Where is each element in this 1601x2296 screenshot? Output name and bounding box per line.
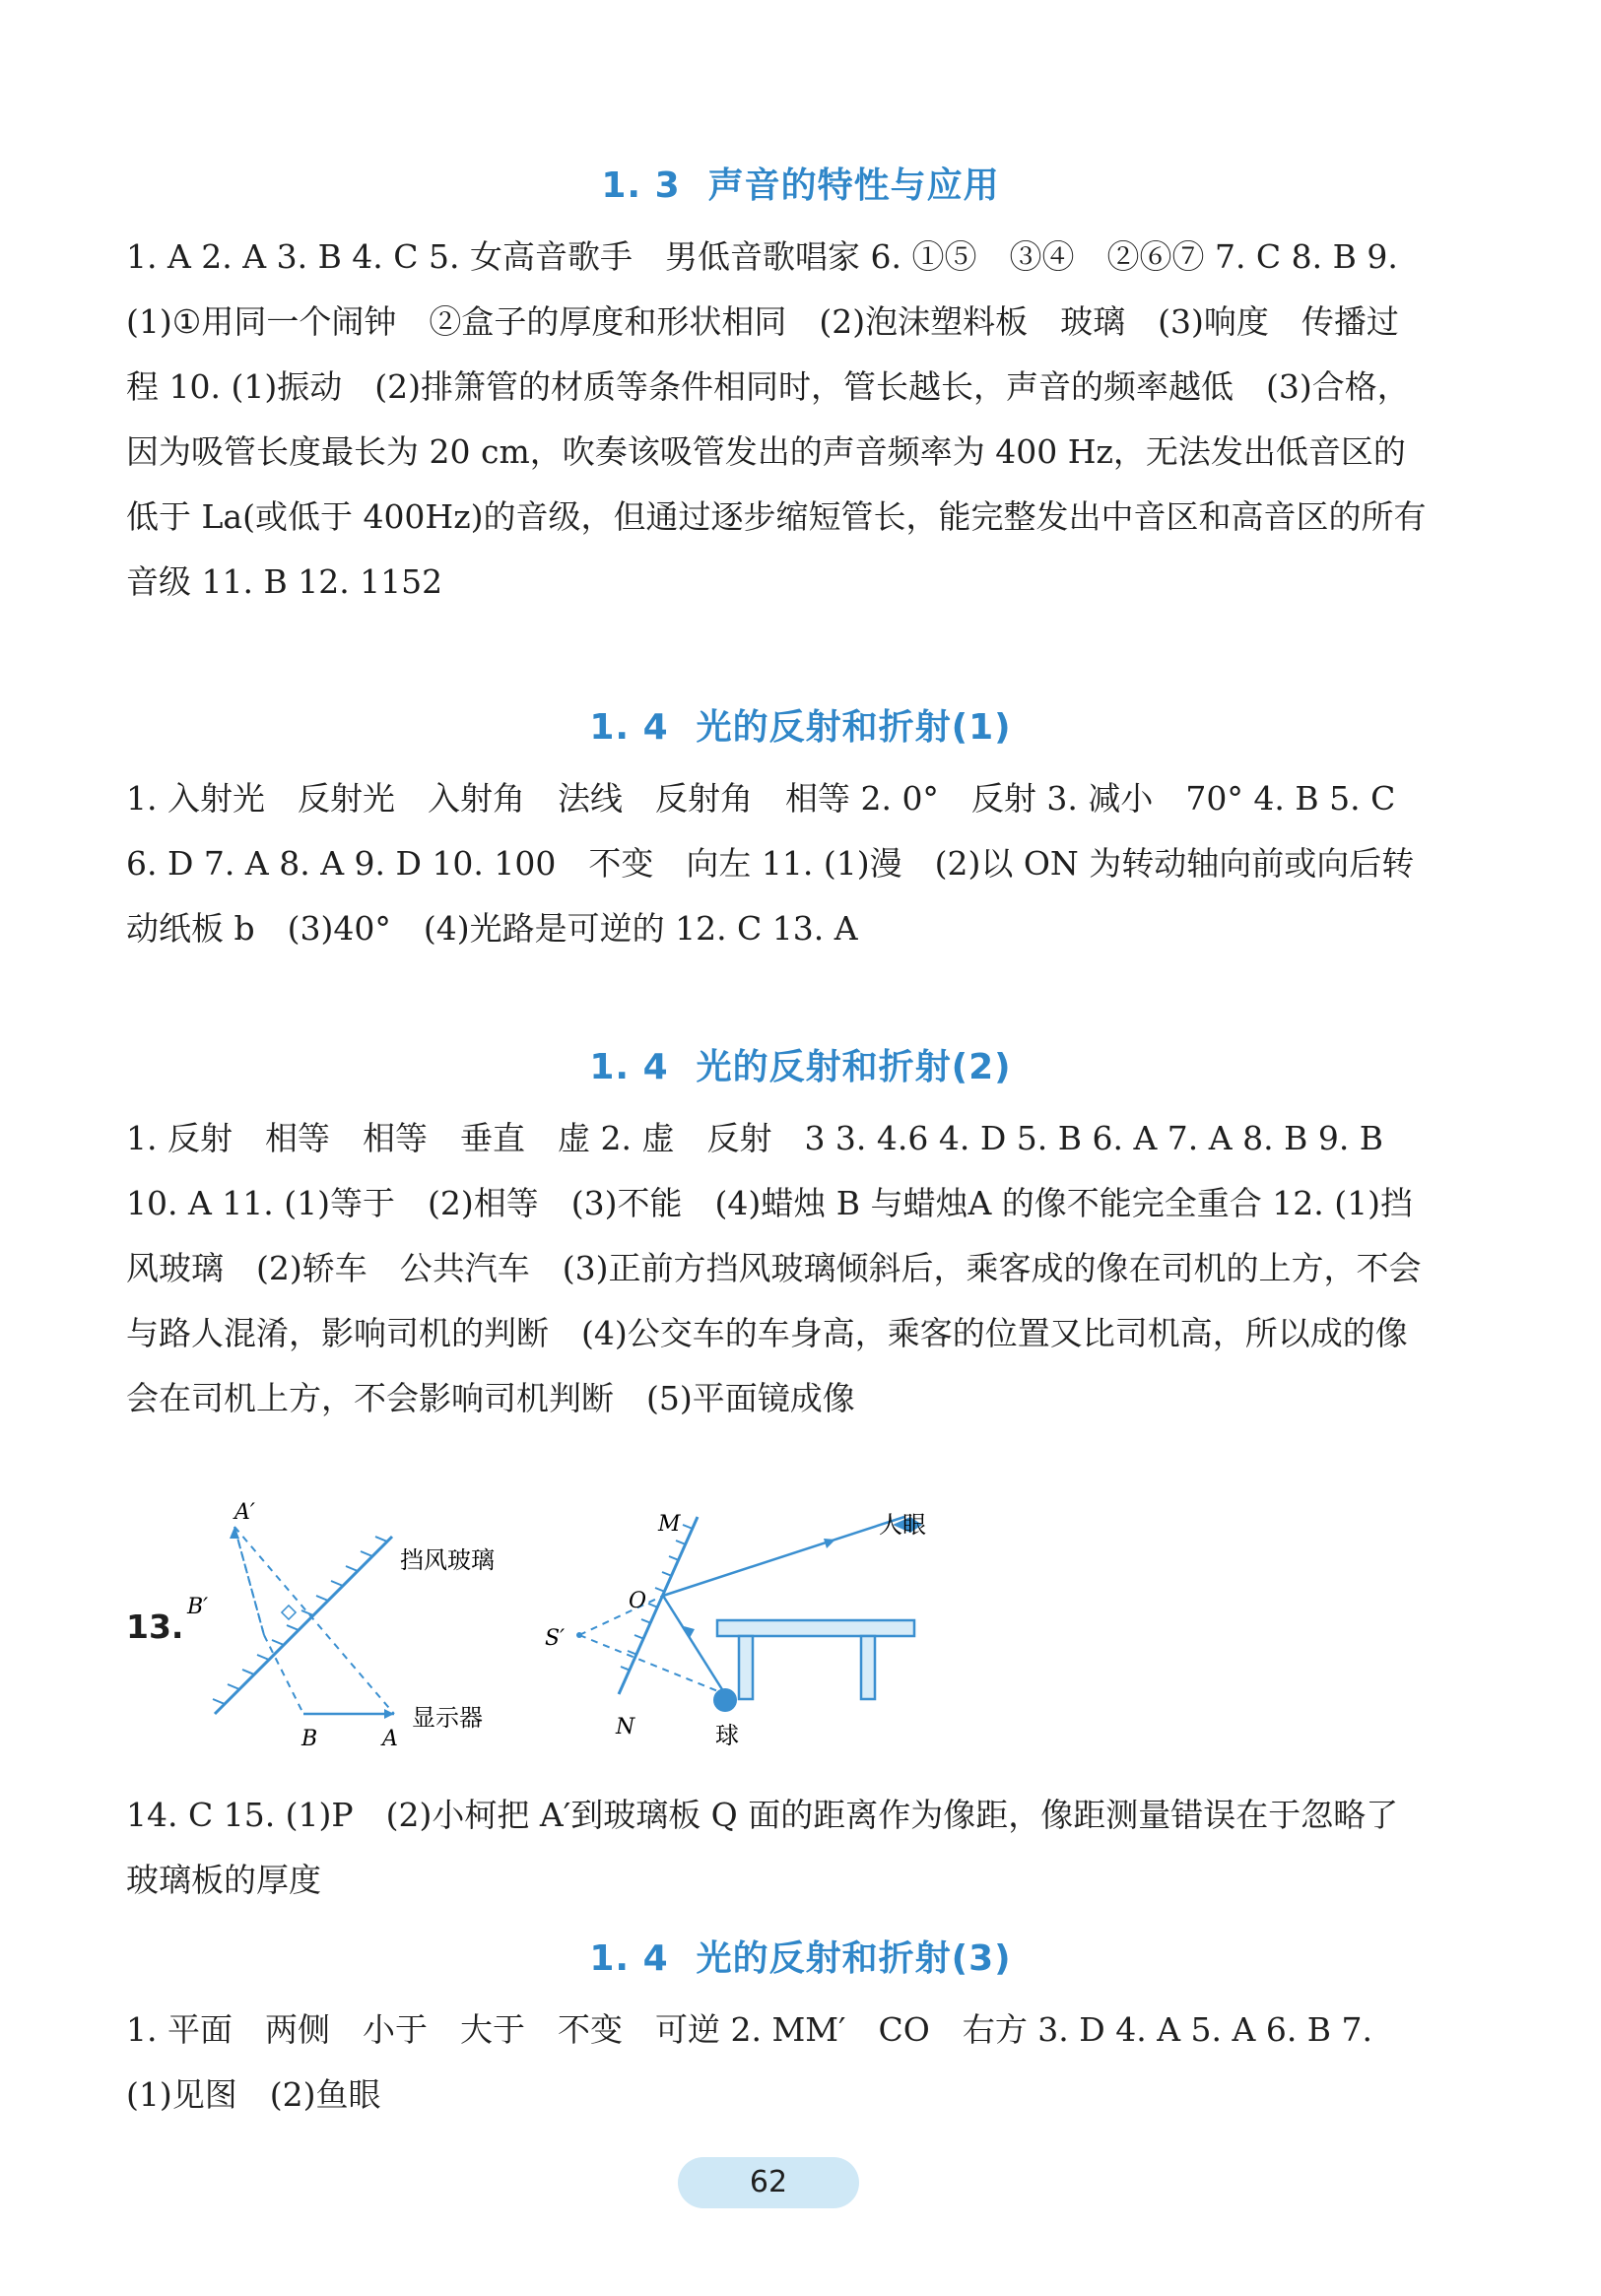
section-title: 声音的特性与应用 [707,165,1000,206]
label-m: M [658,1512,681,1537]
answer-paragraph-after-figure: 14. C 15. (1)P (2)小柯把 A′到玻璃板 Q 面的距离作为像距，像距测量错误在于忽略了玻璃板的厚度 [126,1796,1399,1899]
mirror-diagram [545,1511,926,1749]
ball-icon [713,1688,737,1712]
label-glass: 挡风玻璃 [400,1546,495,1574]
section-number: 1. 4 [589,1938,669,1979]
image-point [576,1632,582,1638]
windshield-hatch [213,1537,387,1704]
label-eye: 人眼 [879,1511,926,1539]
section-title: 光的反射和折射(3) [696,1938,1012,1979]
label-n: N [616,1715,635,1739]
figure-13-label: 13. [126,1607,184,1646]
section-heading-1 [0,158,1601,208]
section-number: 1. 4 [589,1047,669,1087]
arrow-head-a-prime [230,1527,239,1539]
figure-13 [126,1497,934,1763]
label-a: A [382,1727,398,1751]
label-ball: 球 [715,1722,739,1749]
answer-paragraph-2: 1. 入射光 反射光 入射角 法线 反射角 相等 2. 0° 反射 3. 减小 70° 4. B 5. C 6. D 7. A 8. A 9. D 10. 100 不变 向左 11. (1)漫 (2)以 ON 为转动轴向前或向后转动纸板 b (3)40° (4)光路是可逆的 12. C 13. A [126,779,1415,948]
section-heading-4 [0,1931,1601,1981]
label-o: O [629,1589,647,1613]
label-s-prime: S′ [545,1626,566,1651]
answer-paragraph-4: 1. 平面 两侧 小于 大于 不变 可逆 2. MM′ CO 右方 3. D 4. A 5. A 6. B 7. (1)见图 (2)鱼眼 [126,2010,1373,2114]
figure-13-svg [126,1497,934,1763]
incident-ray [663,1596,725,1694]
label-a-prime: A′ [234,1500,255,1525]
section-title: 光的反射和折射(2) [696,1047,1012,1087]
label-b-prime: B′ [187,1595,209,1619]
right-angle-mark [282,1606,296,1619]
windshield-line [215,1537,392,1714]
answer-paragraph-1: 1. A 2. A 3. B 4. C 5. 女高音歌手 男低音歌唱家 6. ①⑤ ③④ ②⑥⑦ 7. C 8. B 9. (1)①用同一个闹钟 ②盒子的厚度和形状相同 (2)泡沫塑料板 玻璃 (3)响度 传播过程 10. (1)振动 (2)排箫管的材质等条件相同时，管长越长，声音的频率越低 (3)合格，因为吸管长度最长为 20 cm，吹奏该吸管发出的声音频率为 400 Hz，无法发出低音区的低于 La(或低于 400Hz)的音级，但通过逐步缩短管长，能完整发出中音区和高音区的所有音级 11. B 12. 1152 [126,237,1427,601]
section-title: 光的反射和折射(1) [696,707,1012,748]
section-heading-2 [0,699,1601,750]
section-number: 1. 3 [601,165,681,206]
arrow-head-a [384,1709,394,1719]
section-number: 1. 4 [589,707,669,748]
label-b: B [301,1727,318,1751]
windshield-diagram [186,1500,495,1751]
reflected-ray-arrow [824,1539,835,1548]
answer-paragraph-3: 1. 反射 相等 相等 垂直 虚 2. 虚 反射 3 3. 4.6 4. D 5. B 6. A 7. A 8. B 9. B 10. A 11. (1)等于 (2)相等 (3)不能 (4)蜡烛 B 与蜡烛A 的像不能完全重合 12. (1)挡风玻璃 (2)轿车 公共汽车 (3)正前方挡风玻璃倾斜后，乘客成的像在司机的上方，不会与路人混淆，影响司机的判断 (4)公交车的车身高，乘客的位置又比司机高，所以成的像会在司机上方，不会影响司机判断 (5)平面镜成像 [126,1119,1422,1417]
label-display: 显示器 [412,1704,483,1732]
page-number-badge: 62 [678,2157,859,2208]
image-ray-dashes [579,1596,725,1694]
table-leg-left [739,1636,753,1699]
section-heading-3 [0,1039,1601,1089]
reflected-ray [663,1517,904,1596]
table-top [717,1620,914,1636]
table-leg-right [861,1636,875,1699]
